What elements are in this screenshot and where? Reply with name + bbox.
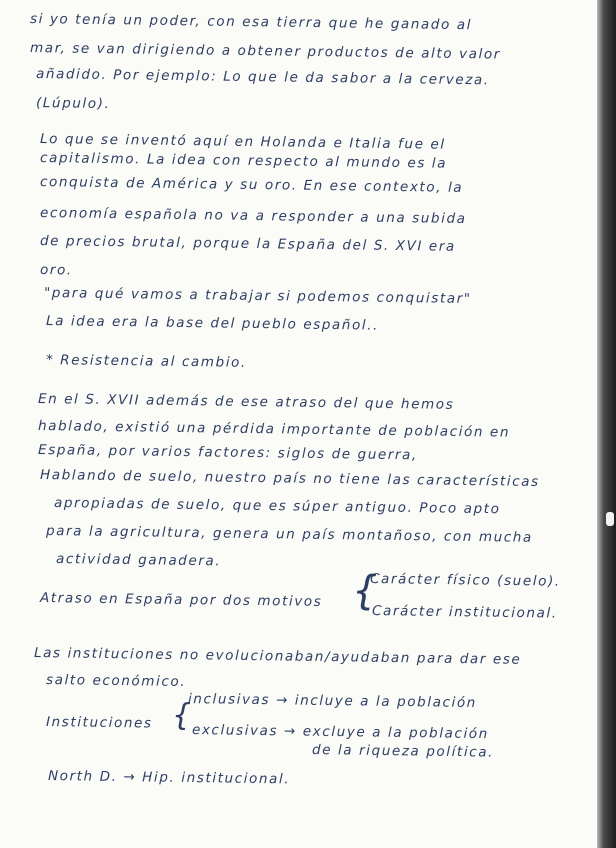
- text-line: añadido. Por ejemplo: Lo que le da sabor a la cerveza.: [35, 66, 490, 89]
- text-line: España, por varios factores: siglos de guerra,: [37, 442, 418, 464]
- text-line: oro.: [39, 262, 73, 279]
- text-line: si yo tenía un poder, con esa tierra que he ganado al: [29, 11, 473, 34]
- text-line: Lo que se inventó aquí en Holanda e Italia fue el: [39, 131, 446, 153]
- text-line: de precios brutal, porque la España del S. XVI era: [39, 233, 456, 255]
- text-line: Instituciones: [45, 714, 153, 732]
- text-line: hablado, existió una pérdida importante de población en: [37, 418, 511, 441]
- text-line: (Lúpulo).: [35, 95, 111, 113]
- text-line: mar, se van dirigiendo a obtener productos de alto valor: [29, 40, 502, 63]
- text-line: inclusivas → incluye a la población: [187, 691, 478, 712]
- text-line: exclusivas → excluye a la población: [191, 722, 489, 743]
- text-line: La idea era la base del pueblo español..: [45, 313, 380, 334]
- text-line: conquista de América y su oro. En ese contexto, la: [39, 174, 464, 196]
- text-line: para la agricultura, genera un país montañoso, con mucha: [45, 523, 533, 546]
- page-edge-shadow: [597, 0, 616, 848]
- text-line: Carácter institucional.: [371, 603, 558, 622]
- text-line: En el S. XVII además de ese atraso del que hemos: [37, 391, 455, 413]
- text-line: Hablando de suelo, nuestro país no tiene las características: [39, 467, 540, 490]
- text-line: Atraso en España por dos motivos: [39, 590, 323, 610]
- text-line: salto económico.: [45, 672, 187, 690]
- text-line: capitalismo. La idea con respecto al mundo es la: [39, 150, 448, 172]
- text-line: apropiadas de suelo, que es súper antiguo. Poco apto: [53, 495, 501, 518]
- text-line: de la riqueza política.: [311, 742, 495, 761]
- section-heading: * Resistencia al cambio.: [45, 352, 247, 371]
- curly-brace-icon: {: [352, 568, 378, 614]
- binder-ring: [606, 512, 614, 526]
- text-line: actividad ganadera.: [55, 551, 222, 570]
- text-line: economía española no va a responder a una subida: [39, 205, 467, 227]
- text-line: Las instituciones no evolucionaban/ayudaban para dar ese: [33, 645, 522, 668]
- text-line: "para qué vamos a trabajar si podemos conquistar": [43, 285, 472, 307]
- text-line: Carácter físico (suelo).: [369, 571, 561, 590]
- text-line: North D. → Hip. institucional.: [47, 768, 291, 788]
- curly-brace-icon: {: [172, 698, 192, 733]
